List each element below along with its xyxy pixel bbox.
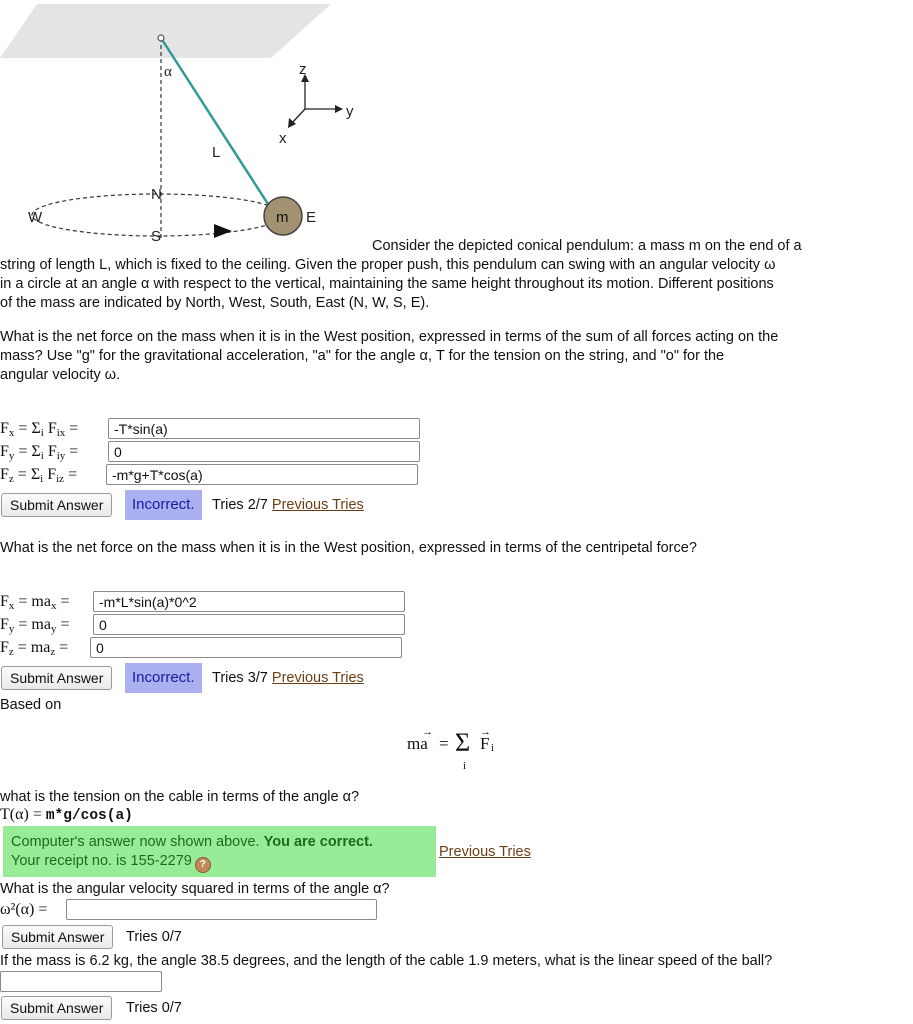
q2-text: What is the net force on the mass when it is in the West position, expressed in terms of the centripetal force? bbox=[0, 540, 697, 556]
lhs-vector-mark: → bbox=[422, 726, 433, 738]
south-label: S bbox=[151, 228, 162, 245]
q2-fx-label: $F_x = ma_x$ = bbox=[0, 593, 70, 612]
q3-answer-line bbox=[0, 806, 133, 826]
west-label: W bbox=[28, 209, 43, 226]
q3-previous-tries-link[interactable]: Previous Tries bbox=[439, 844, 531, 860]
east-label: E bbox=[306, 209, 317, 226]
q1-tries: Tries 2/7 Previous Tries bbox=[212, 497, 364, 513]
q4-text: What is the angular velocity squared in terms of the angle α? bbox=[0, 881, 390, 897]
pendulum-string bbox=[161, 38, 268, 204]
q2-fy-input[interactable] bbox=[93, 614, 405, 635]
north-label: N bbox=[151, 186, 162, 203]
q2-fz-input[interactable] bbox=[90, 637, 402, 658]
x-axis-label: x bbox=[279, 130, 287, 147]
q1-submit-button[interactable]: Submit Answer bbox=[1, 493, 112, 517]
angle-label: α bbox=[164, 64, 172, 80]
q1-fx-input[interactable] bbox=[108, 418, 420, 439]
q4-label: ω²(α) = bbox=[0, 901, 48, 918]
q2-previous-tries-link[interactable]: Previous Tries bbox=[271, 670, 364, 686]
intro-line-1: Consider the depicted conical pendulum: a mass m on the end of a bbox=[372, 238, 802, 254]
direction-arrow bbox=[214, 224, 232, 238]
length-label: L bbox=[212, 144, 221, 161]
equation-lhs: ma bbox=[407, 734, 428, 753]
q4-tries: Tries 0/7 bbox=[126, 929, 182, 945]
q1-text-line-2: mass? Use "g" for the gravitational acceleration, "a" for the angle α, T for the tension on the string, and "o" for the bbox=[0, 348, 725, 364]
q1-fx-label: $F_x = \Sigma_i$ $F_{ix}$ = bbox=[0, 420, 79, 439]
equation-rhs: F bbox=[480, 734, 490, 753]
equation-sigma: Σ bbox=[455, 728, 471, 757]
q2-incorrect-badge: Incorrect. bbox=[125, 663, 202, 693]
q3-label: T(α) = bbox=[0, 806, 46, 823]
intro-line-2: string of length L, which is fixed to the ceiling. Given the proper push, this pendulum can swing with an angular velocity ω bbox=[0, 257, 776, 273]
q5-submit-button[interactable]: Submit Answer bbox=[1, 996, 112, 1020]
z-axis-label: z bbox=[299, 61, 307, 78]
q1-fy-label: $F_y = \Sigma_i$ $F_{iy}$ = bbox=[0, 443, 79, 462]
rhs-vector-mark: → bbox=[480, 726, 491, 738]
help-icon[interactable]: ? bbox=[195, 857, 211, 873]
ceiling-plane bbox=[0, 4, 331, 58]
q2-submit-button[interactable]: Submit Answer bbox=[1, 666, 112, 690]
equation-equals: = bbox=[439, 734, 449, 753]
q2-tries: Tries 3/7 Previous Tries bbox=[212, 670, 364, 686]
newton-equation bbox=[407, 728, 507, 776]
based-on-text: Based on bbox=[0, 697, 62, 713]
q1-fz-input[interactable] bbox=[106, 464, 418, 485]
equation-rhs-sub: i bbox=[491, 742, 495, 754]
q1-fz-label: $F_z = \Sigma_i$ $F_{iz}$ = bbox=[0, 466, 78, 485]
q5-text: If the mass is 6.2 kg, the angle 38.5 degrees, and the length of the cable 1.9 meters, what is the linear speed of the ball? bbox=[0, 953, 773, 969]
q3-feedback-box: Computer's answer now shown above. You are correct. Your receipt no. is 155-2279 ? bbox=[3, 826, 436, 877]
q1-text-line-3: angular velocity ω. bbox=[0, 367, 121, 383]
q1-fy-input[interactable] bbox=[108, 441, 420, 462]
q5-input[interactable] bbox=[0, 971, 162, 992]
q1-incorrect-badge: Incorrect. bbox=[125, 490, 202, 520]
y-axis-label: y bbox=[346, 103, 354, 120]
q5-tries: Tries 0/7 bbox=[126, 1000, 182, 1016]
q2-fz-label: $F_z = ma_z$ = bbox=[0, 639, 69, 658]
intro-line-3: in a circle at an angle α with respect to the vertical, maintaining the same height throughout its motion. Different positions bbox=[0, 276, 774, 292]
q4-input[interactable] bbox=[66, 899, 377, 920]
mass-label: m bbox=[276, 209, 289, 226]
equation-sum-index: i bbox=[463, 760, 467, 772]
x-axis bbox=[292, 109, 305, 123]
q3-text: what is the tension on the cable in terms of the angle α? bbox=[0, 789, 360, 805]
q1-previous-tries-link[interactable]: Previous Tries bbox=[271, 497, 364, 513]
q2-fy-label: $F_y = ma_y$ = bbox=[0, 616, 70, 635]
q2-fx-input[interactable] bbox=[93, 591, 405, 612]
conical-pendulum-diagram bbox=[0, 0, 360, 250]
intro-line-4: of the mass are indicated by North, West, South, East (N, W, S, E). bbox=[0, 295, 430, 311]
pivot-point bbox=[158, 35, 164, 41]
q4-submit-button[interactable]: Submit Answer bbox=[2, 925, 113, 949]
q3-answer: m*g/cos(a) bbox=[45, 808, 133, 824]
q1-text-line-1: What is the net force on the mass when it is in the West position, expressed in terms of the sum of all forces acting on the bbox=[0, 329, 779, 345]
y-arrowhead bbox=[335, 105, 343, 113]
